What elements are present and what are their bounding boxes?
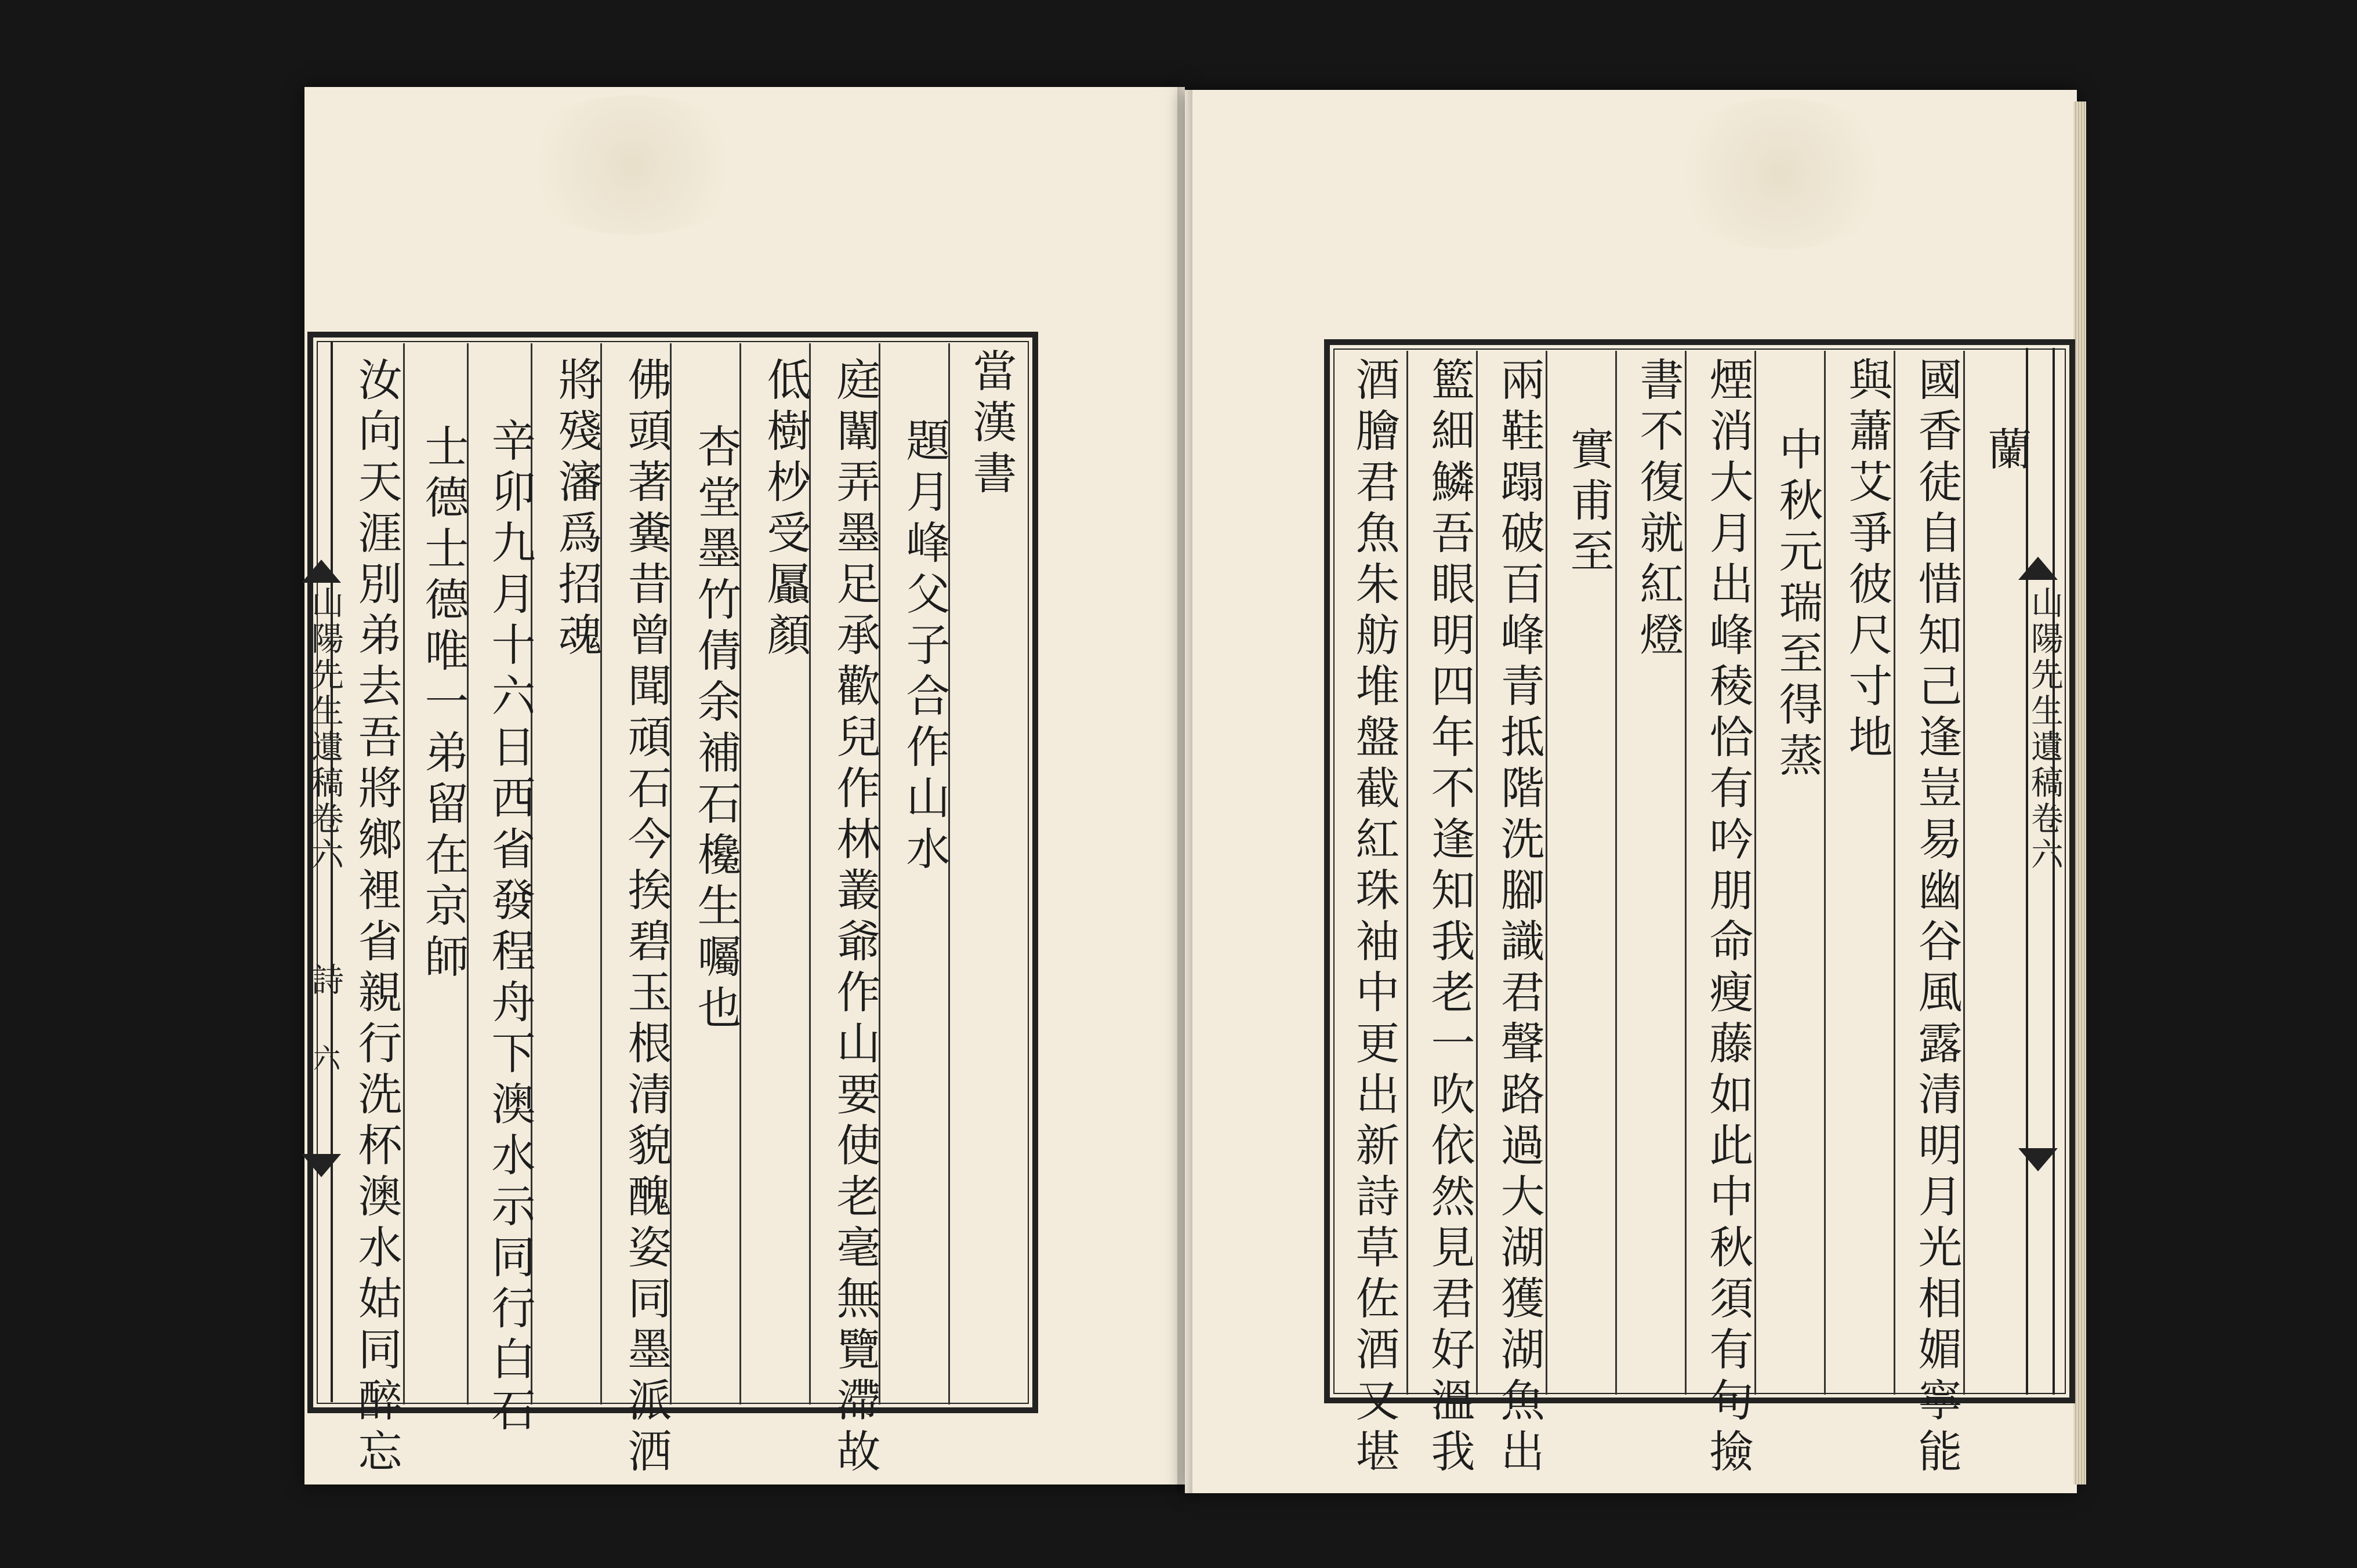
text-column: 當漢書 <box>966 348 1017 501</box>
text-column: 籃細鱗吾眼明四年不逢知我老一吹依然見君好溫我 <box>1424 357 1475 1479</box>
fish-tail-top-left <box>302 560 341 583</box>
left-section-label: 詩 <box>306 963 344 999</box>
right-running-title: 山陽先生遺稿卷六 <box>2026 586 2064 873</box>
text-column: 酒膾君魚朱舫堆盤截紅珠袖中更出新詩草佐酒又堪 <box>1348 357 1400 1479</box>
text-column: 庭闈弄墨足承歡兒作林叢爺作山要使老毫無覽滯故 <box>829 357 881 1479</box>
text-column: 士德士德唯一弟留在京師 <box>418 423 469 985</box>
fish-tail-top-right <box>2018 557 2058 580</box>
paper-stain <box>1659 99 1902 249</box>
text-column: 蘭 <box>1981 426 2032 477</box>
text-column: 汝向天涯別弟去吾將鄉裡省親行洗杯澳水姑同醉忘 <box>351 357 402 1479</box>
text-column: 煙消大月出峰稜恰有吟朋命瘦藤如此中秋須有句撿 <box>1702 357 1754 1479</box>
text-column: 將殘瀋爲招魂 <box>551 357 603 663</box>
left-folio: 六 <box>308 1044 340 1072</box>
text-column: 題月峰父子合作山水 <box>899 418 951 877</box>
text-column: 書不復就紅燈 <box>1633 357 1684 663</box>
book-gutter <box>1177 87 1192 1493</box>
text-column: 佛頭著糞昔曾聞頑石今挨碧玉根清貌醜姿同墨派洒 <box>621 357 672 1479</box>
text-column: 兩鞋蹋破百峰青抵階洗腳識君聲路過大湖獲湖魚出 <box>1493 357 1545 1479</box>
text-column: 實甫至 <box>1563 426 1615 579</box>
text-column: 與蕭艾爭彼尺寸地 <box>1841 357 1893 765</box>
text-column: 中秋元瑞至得蒸 <box>1772 426 1823 783</box>
fish-tail-bottom-left <box>302 1154 341 1177</box>
text-column: 國香徒自惜知己逢豈易幽谷風露清明月光相媚寧能 <box>1911 357 1963 1479</box>
text-column: 低樹杪受屭顏 <box>760 357 811 663</box>
text-column: 辛卯九月十六日西省發程舟下澳水示同行白石 <box>484 418 536 1438</box>
paper-stain <box>510 96 754 235</box>
left-running-title: 山陽先生遺稿卷六 <box>306 586 344 873</box>
text-column: 杏堂墨竹倩余補石欃生囑也 <box>690 423 742 1036</box>
fish-tail-bottom-right <box>2018 1148 2058 1171</box>
page-edges <box>2073 101 2086 1484</box>
